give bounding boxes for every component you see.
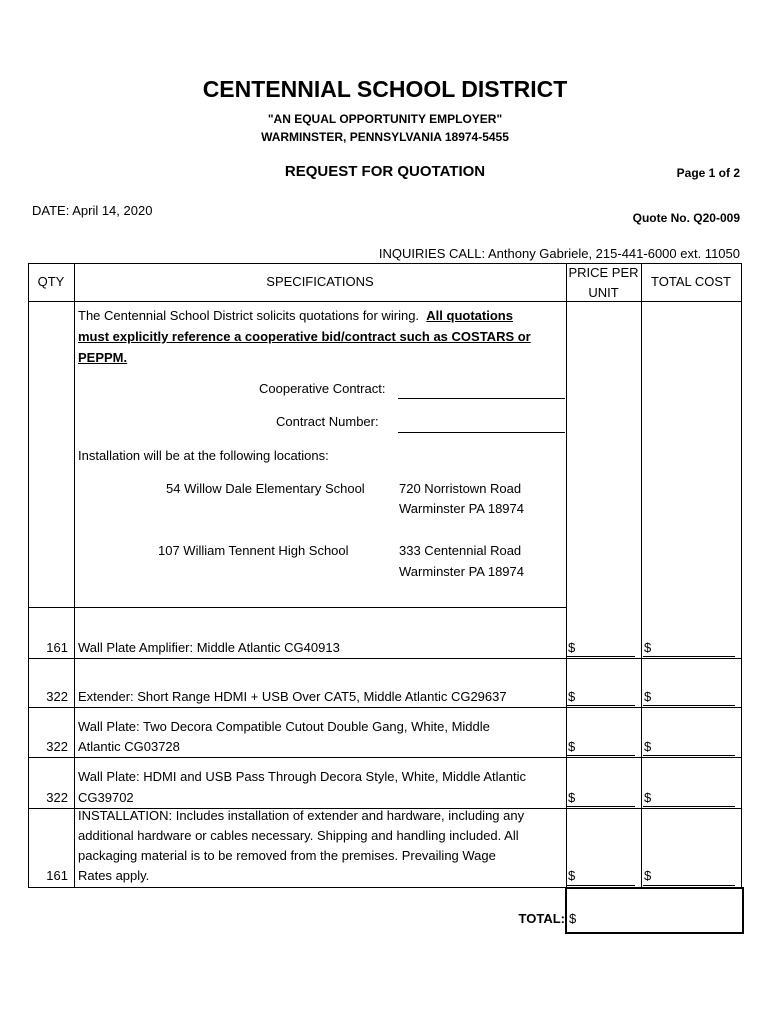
location-1-name: 54 Willow Dale Elementary School — [166, 481, 365, 496]
intro-emphasis-line3: PEPPM. — [78, 350, 128, 365]
row-price[interactable]: $ — [568, 790, 576, 805]
header-unit: UNIT — [588, 285, 619, 300]
employer-tagline: "AN EQUAL OPPORTUNITY EMPLOYER" — [267, 112, 503, 126]
row-price[interactable]: $ — [568, 640, 576, 655]
intro-emphasis: All quotations — [426, 308, 513, 323]
total-box[interactable] — [565, 887, 744, 934]
row-qty: 161 — [46, 640, 68, 655]
location-1-address-line2: Warminster PA 18974 — [399, 501, 524, 516]
location-2-address-line2: Warminster PA 18974 — [399, 564, 524, 579]
locations-label: Installation will be at the following locations: — [78, 448, 329, 463]
row-total[interactable]: $ — [644, 739, 652, 754]
total-value: $ — [569, 911, 577, 926]
row-spec: Extender: Short Range HDMI + USB Over CAT5, Middle Atlantic CG29637 — [78, 689, 507, 704]
quote-number: Quote No. Q20-009 — [632, 211, 740, 225]
contract-number-field[interactable] — [398, 432, 565, 433]
contract-number-label: Contract Number: — [276, 414, 379, 429]
location-2-address-line1: 333 Centennial Road — [399, 543, 522, 558]
page-title: REQUEST FOR QUOTATION — [284, 163, 486, 180]
header-specifications: SPECIFICATIONS — [266, 274, 374, 289]
row-spec: INSTALLATION: Includes installation of extender and hardware, including any — [78, 808, 525, 823]
district-name: CENTENNIAL SCHOOL DISTRICT — [202, 76, 568, 102]
row-total[interactable]: $ — [644, 868, 652, 883]
row-spec-line4: Rates apply. — [78, 868, 150, 883]
row-spec: Wall Plate Amplifier: Middle Atlantic CG40913 — [78, 640, 340, 655]
header-total-cost: TOTAL COST — [651, 274, 731, 289]
header-price-per: PRICE PER — [568, 265, 639, 280]
row-price[interactable]: $ — [568, 689, 576, 704]
row-total[interactable]: $ — [644, 689, 652, 704]
location-1-address-line1: 720 Norristown Road — [399, 481, 522, 496]
row-spec-line2: Atlantic CG03728 — [78, 739, 180, 754]
total-label: TOTAL: — [518, 911, 565, 926]
district-address: WARMINSTER, PENNSYLVANIA 18974-5455 — [261, 130, 509, 144]
row-total[interactable]: $ — [644, 790, 652, 805]
intro-emphasis-line2: must explicitly reference a cooperative bid/contract such as COSTARS or — [78, 329, 531, 344]
row-qty: 322 — [46, 790, 68, 805]
row-qty: 161 — [46, 868, 68, 883]
row-qty: 322 — [46, 689, 68, 704]
row-price[interactable]: $ — [568, 739, 576, 754]
header-qty: QTY — [37, 274, 65, 289]
row-spec-line2: additional hardware or cables necessary. Shipping and handling included. All — [78, 828, 519, 843]
row-total[interactable]: $ — [644, 640, 652, 655]
quote-date: DATE: April 14, 2020 — [32, 203, 153, 218]
row-qty: 322 — [46, 739, 68, 754]
row-price[interactable]: $ — [568, 868, 576, 883]
row-spec-line2: CG39702 — [78, 790, 134, 805]
cooperative-contract-field[interactable] — [398, 398, 565, 399]
inquiries-contact: INQUIRIES CALL: Anthony Gabriele, 215-441-6000 ext. 11050 — [378, 246, 740, 261]
intro-text: The Centennial School District solicits quotations for wiring. All quotations — [78, 308, 513, 323]
row-spec-line3: packaging material is to be removed from the premises. Prevailing Wage — [78, 848, 496, 863]
cooperative-contract-label: Cooperative Contract: — [259, 381, 386, 396]
location-2-name: 107 William Tennent High School — [158, 543, 349, 558]
row-spec: Wall Plate: Two Decora Compatible Cutout Double Gang, White, Middle — [78, 719, 490, 734]
page-number: Page 1 of 2 — [676, 166, 740, 180]
row-spec: Wall Plate: HDMI and USB Pass Through Decora Style, White, Middle Atlantic — [78, 769, 526, 784]
